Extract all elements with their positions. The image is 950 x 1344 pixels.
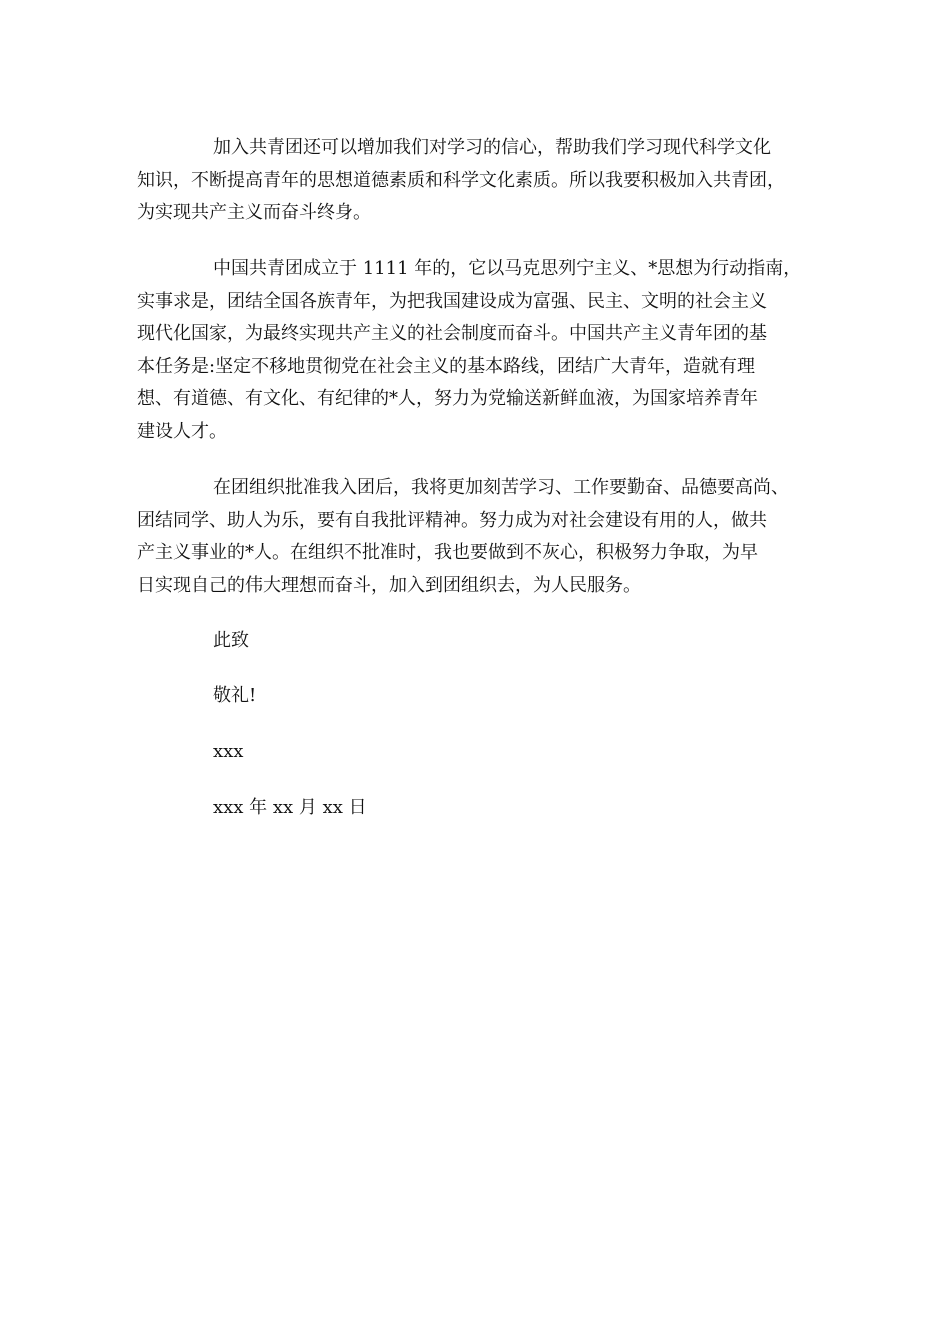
paragraph-line: 中国共青团成立于 1111 年的，它以马克思列宁主义、*思想为行动指南， [213, 258, 802, 279]
paragraph-line: 现代化国家，为最终实现共产主义的社会制度而奋斗。中国共产主义青年团的基 [137, 323, 767, 344]
paragraph-line: 想、有道德、有文化、有纪律的*人，努力为党输送新鲜血液，为国家培养青年 [137, 388, 758, 409]
closing-salutation: 此致 [213, 630, 249, 651]
signature-date: xxx 年 xx 月 xx 日 [213, 797, 367, 818]
closing-regards: 敬礼! [213, 685, 257, 706]
paragraph-line: 为实现共产主义而奋斗终身。 [137, 202, 371, 223]
paragraph-line: 建设人才。 [137, 420, 227, 442]
paragraph-line: 本任务是:坚定不移地贯彻党在社会主义的基本路线，团结广大青年，造就有理 [137, 355, 756, 377]
paragraph-1 [137, 132, 813, 230]
signature: xxx [213, 741, 244, 762]
paragraph-3 [137, 472, 813, 602]
paragraph-line: 实事求是，团结全国各族青年，为把我国建设成为富强、民主、文明的社会主义 [137, 290, 767, 312]
paragraph-line: 知识，不断提高青年的思想道德素质和科学文化素质。所以我要积极加入共青团， [137, 169, 785, 191]
paragraph-line: 加入共青团还可以增加我们对学习的信心，帮助我们学习现代科学文化 [213, 137, 771, 158]
paragraph-line: 在团组织批准我入团后，我将更加刻苦学习、工作要勤奋、品德要高尚、 [213, 477, 789, 498]
paragraph-2 [137, 253, 813, 448]
paragraph-line: 团结同学、助人为乐，要有自我批评精神。努力成为对社会建设有用的人，做共 [137, 509, 767, 531]
paragraph-line: 日实现自己的伟大理想而奋斗，加入到团组织去，为人民服务。 [137, 574, 641, 596]
paragraph-line: 产主义事业的*人。在组织不批准时，我也要做到不灰心，积极努力争取，为早 [137, 542, 758, 563]
